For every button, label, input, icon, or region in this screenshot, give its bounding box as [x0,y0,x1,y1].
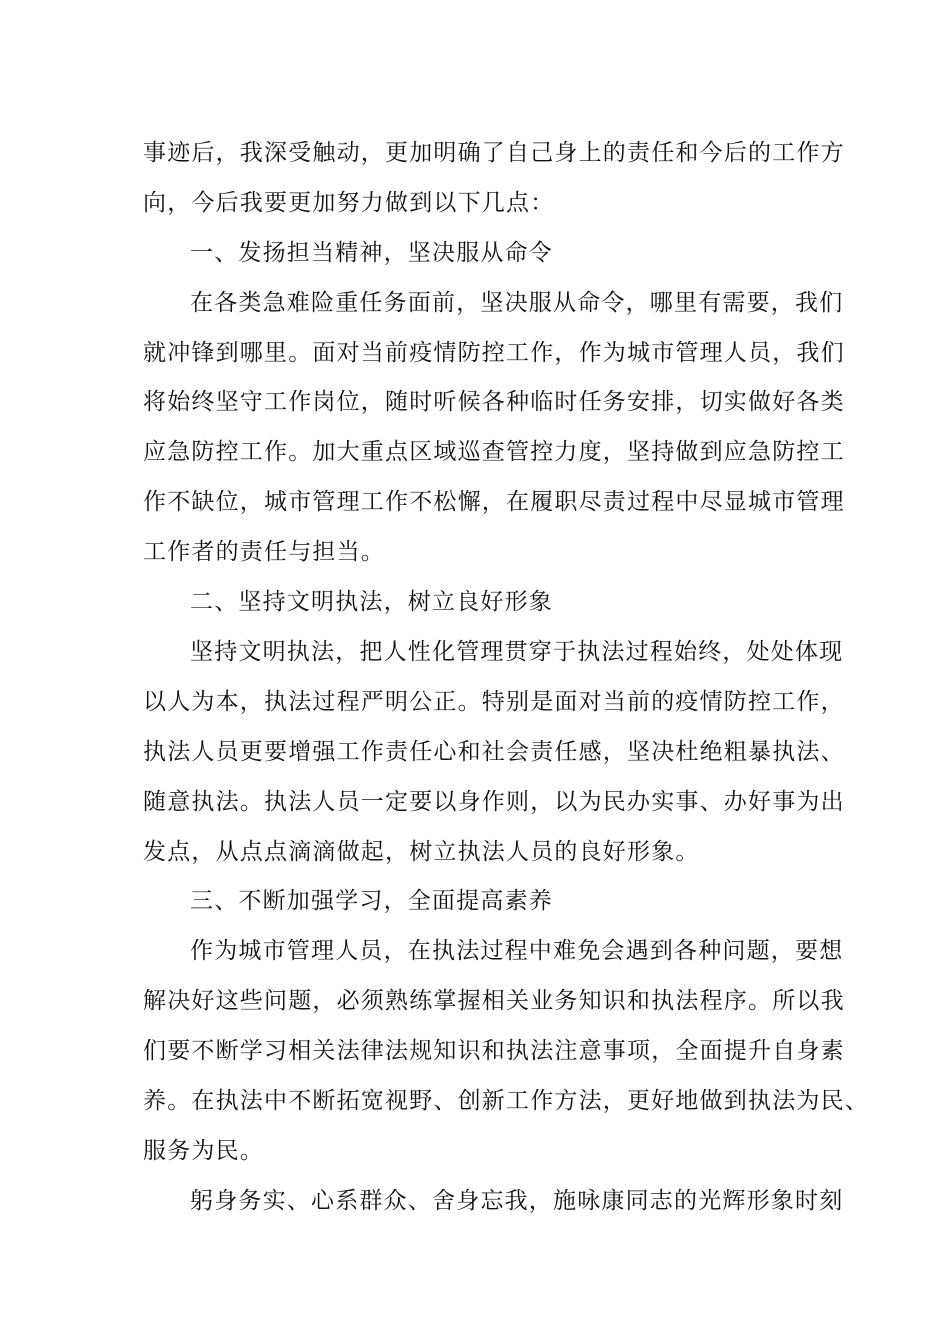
text-line: 发点，从点点滴滴做起，树立执法人员的良好形象。 [143,839,700,865]
text-line: 事迹后，我深受触动，更加明确了自己身上的责任和今后的工作方 [143,140,845,166]
text-line: 执法人员更要增强工作责任心和社会责任感，坚决杜绝粗暴执法、 [143,739,845,765]
text-line: 作为城市管理人员，在执法过程中难免会遇到各种问题，要想 [190,938,844,964]
text-line: 坚持文明执法，把人性化管理贯穿于执法过程始终，处处体现 [190,639,844,665]
text-line: 随意执法。执法人员一定要以身作则，以为民办实事、办好事为出 [143,789,845,815]
text-line: 应急防控工作。加大重点区域巡查管控力度，坚持做到应急防控工 [143,439,845,465]
text-line: 们要不断学习相关法律法规知识和执法注意事项，全面提升自身素 [143,1038,845,1064]
text-line: 躬身务实、心系群众、舍身忘我，施咏康同志的光辉形象时刻 [190,1188,844,1214]
text-line: 以人为本，执法过程严明公正。特别是面对当前的疫情防控工作， [143,689,845,715]
section-heading: 二、坚持文明执法，树立良好形象 [190,589,553,615]
text-line: 养。在执法中不断拓宽视野、创新工作方法，更好地做到执法为民、 [143,1088,869,1114]
section-heading: 一、发扬担当精神，坚决服从命令 [190,240,553,266]
text-line: 向，今后我要更加努力做到以下几点： [143,190,555,216]
text-line: 在各类急难险重任务面前，坚决服从命令，哪里有需要，我们 [190,290,844,316]
text-line: 作不缺位，城市管理工作不松懈，在履职尽责过程中尽显城市管理 [143,489,845,515]
text-line: 就冲锋到哪里。面对当前疫情防控工作，作为城市管理人员，我们 [143,340,845,366]
section-heading: 三、不断加强学习，全面提高素养 [190,888,553,914]
text-line: 工作者的责任与担当。 [143,539,385,565]
text-line: 服务为民。 [143,1138,264,1164]
text-line: 解决好这些问题，必须熟练掌握相关业务知识和执法程序。所以我 [143,988,845,1014]
text-line: 将始终坚守工作岗位，随时听候各种临时任务安排，切实做好各类 [143,389,845,415]
